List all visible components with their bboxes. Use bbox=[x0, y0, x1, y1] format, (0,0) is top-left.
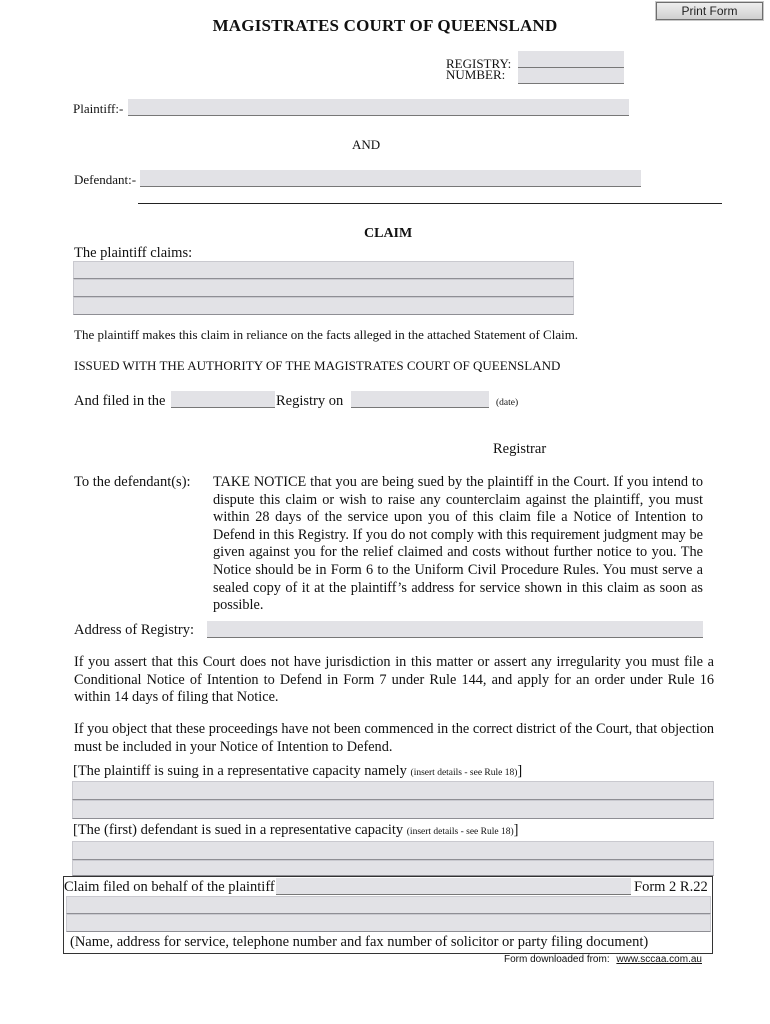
print-form-button[interactable]: Print Form bbox=[656, 2, 763, 20]
plaintiff-label: Plaintiff:- bbox=[73, 101, 124, 116]
filed-prefix: And filed in the bbox=[74, 393, 166, 409]
address-registry-label: Address of Registry: bbox=[74, 622, 195, 638]
to-defendant-label: To the defendant(s): bbox=[74, 474, 191, 490]
registry-field[interactable] bbox=[518, 51, 624, 68]
representative-plaintiff-line-2[interactable] bbox=[72, 800, 714, 819]
filed-registry-field[interactable] bbox=[171, 391, 275, 408]
plaintiff-field[interactable] bbox=[128, 99, 629, 116]
filing-line-2[interactable] bbox=[66, 914, 711, 932]
and-label: AND bbox=[352, 137, 381, 152]
page-title: MAGISTRATES COURT OF QUEENSLAND bbox=[212, 16, 558, 35]
filing-line-1[interactable] bbox=[66, 896, 711, 914]
registrar-label: Registrar bbox=[493, 441, 547, 457]
representative-plaintiff bbox=[73, 763, 522, 783]
claim-line-2[interactable] bbox=[73, 279, 574, 297]
representative-defendant-text: [The (first) defendant is sued in a representative capacity bbox=[73, 822, 404, 838]
number-label: NUMBER: bbox=[446, 67, 506, 82]
representative-plaintiff-text: [The plaintiff is suing in a representative capacity namely bbox=[73, 763, 407, 779]
jurisdiction-text: If you assert that this Court does not have jurisdiction in this matter or assert any irregularity you must file a Conditional Notice of Intention to Defend in Form 7 under Rule 144, and apply for an order under Rule 16 within 14 days of filing that Notice. bbox=[74, 654, 714, 706]
downloaded-link[interactable]: www.sccaa.com.au bbox=[616, 954, 702, 965]
notice-text: TAKE NOTICE that you are being sued by the plaintiff in the Court. If you intend to dispute this claim or wish to raise any counterclaim against the plaintiff, you must within 28 days of the service upon you of this claim file a Notice of Intention to Defend in this Registry. If you do not comply with this requirement judgment may be given against you for the relief claimed and costs without further notice to you. The Notice should be in Form 6 to the Uniform Civil Procedure Rules. You must serve a sealed copy of it at the plaintiff’s address for service shown in this claim as soon as possible. bbox=[213, 474, 703, 614]
reliance-text: The plaintiff makes this claim in reliance on the facts alleged in the attached Statement of Claim. bbox=[74, 327, 579, 342]
address-registry-field[interactable] bbox=[207, 621, 703, 638]
representative-plaintiff-close: ] bbox=[517, 763, 523, 779]
representative-defendant-line-2[interactable] bbox=[72, 860, 714, 876]
representative-plaintiff-hint: (insert details - see Rule 18) bbox=[410, 768, 518, 778]
filed-middle: Registry on bbox=[276, 393, 344, 409]
representative-defendant-line-1[interactable] bbox=[72, 841, 714, 860]
divider-line bbox=[138, 203, 722, 204]
form-number: Form 2 R.22 bbox=[634, 879, 708, 895]
defendant-label: Defendant:- bbox=[74, 172, 137, 187]
representative-defendant-hint: (insert details - see Rule 18) bbox=[406, 827, 514, 837]
claim-line-1[interactable] bbox=[73, 261, 574, 279]
filed-date-field[interactable] bbox=[351, 391, 489, 408]
downloaded-label: Form downloaded from: bbox=[504, 954, 610, 965]
claim-filed-field[interactable] bbox=[276, 878, 631, 895]
representative-defendant bbox=[73, 822, 518, 842]
solicitor-note: (Name, address for service, telephone number and fax number of solicitor or party filing document) bbox=[70, 934, 649, 950]
date-hint: (date) bbox=[496, 398, 519, 408]
plaintiff-claims-label: The plaintiff claims: bbox=[74, 245, 193, 261]
registry-number-field[interactable] bbox=[518, 68, 624, 84]
representative-plaintiff-line-1[interactable] bbox=[72, 781, 714, 800]
representative-defendant-close: ] bbox=[513, 822, 519, 838]
claim-line-3[interactable] bbox=[73, 297, 574, 315]
downloaded-from bbox=[504, 954, 702, 966]
registry-label: REGISTRY: bbox=[446, 56, 512, 71]
issued-text: ISSUED WITH THE AUTHORITY OF THE MAGISTRATES COURT OF QUEENSLAND bbox=[74, 358, 561, 373]
defendant-field[interactable] bbox=[140, 170, 641, 187]
claim-heading: CLAIM bbox=[364, 226, 413, 241]
objection-text: If you object that these proceedings have not been commenced in the correct district of the Court, that objection must be included in your Notice of Intention to Defend. bbox=[74, 721, 714, 755]
claim-filed-label: Claim filed on behalf of the plaintiff bbox=[64, 879, 275, 895]
